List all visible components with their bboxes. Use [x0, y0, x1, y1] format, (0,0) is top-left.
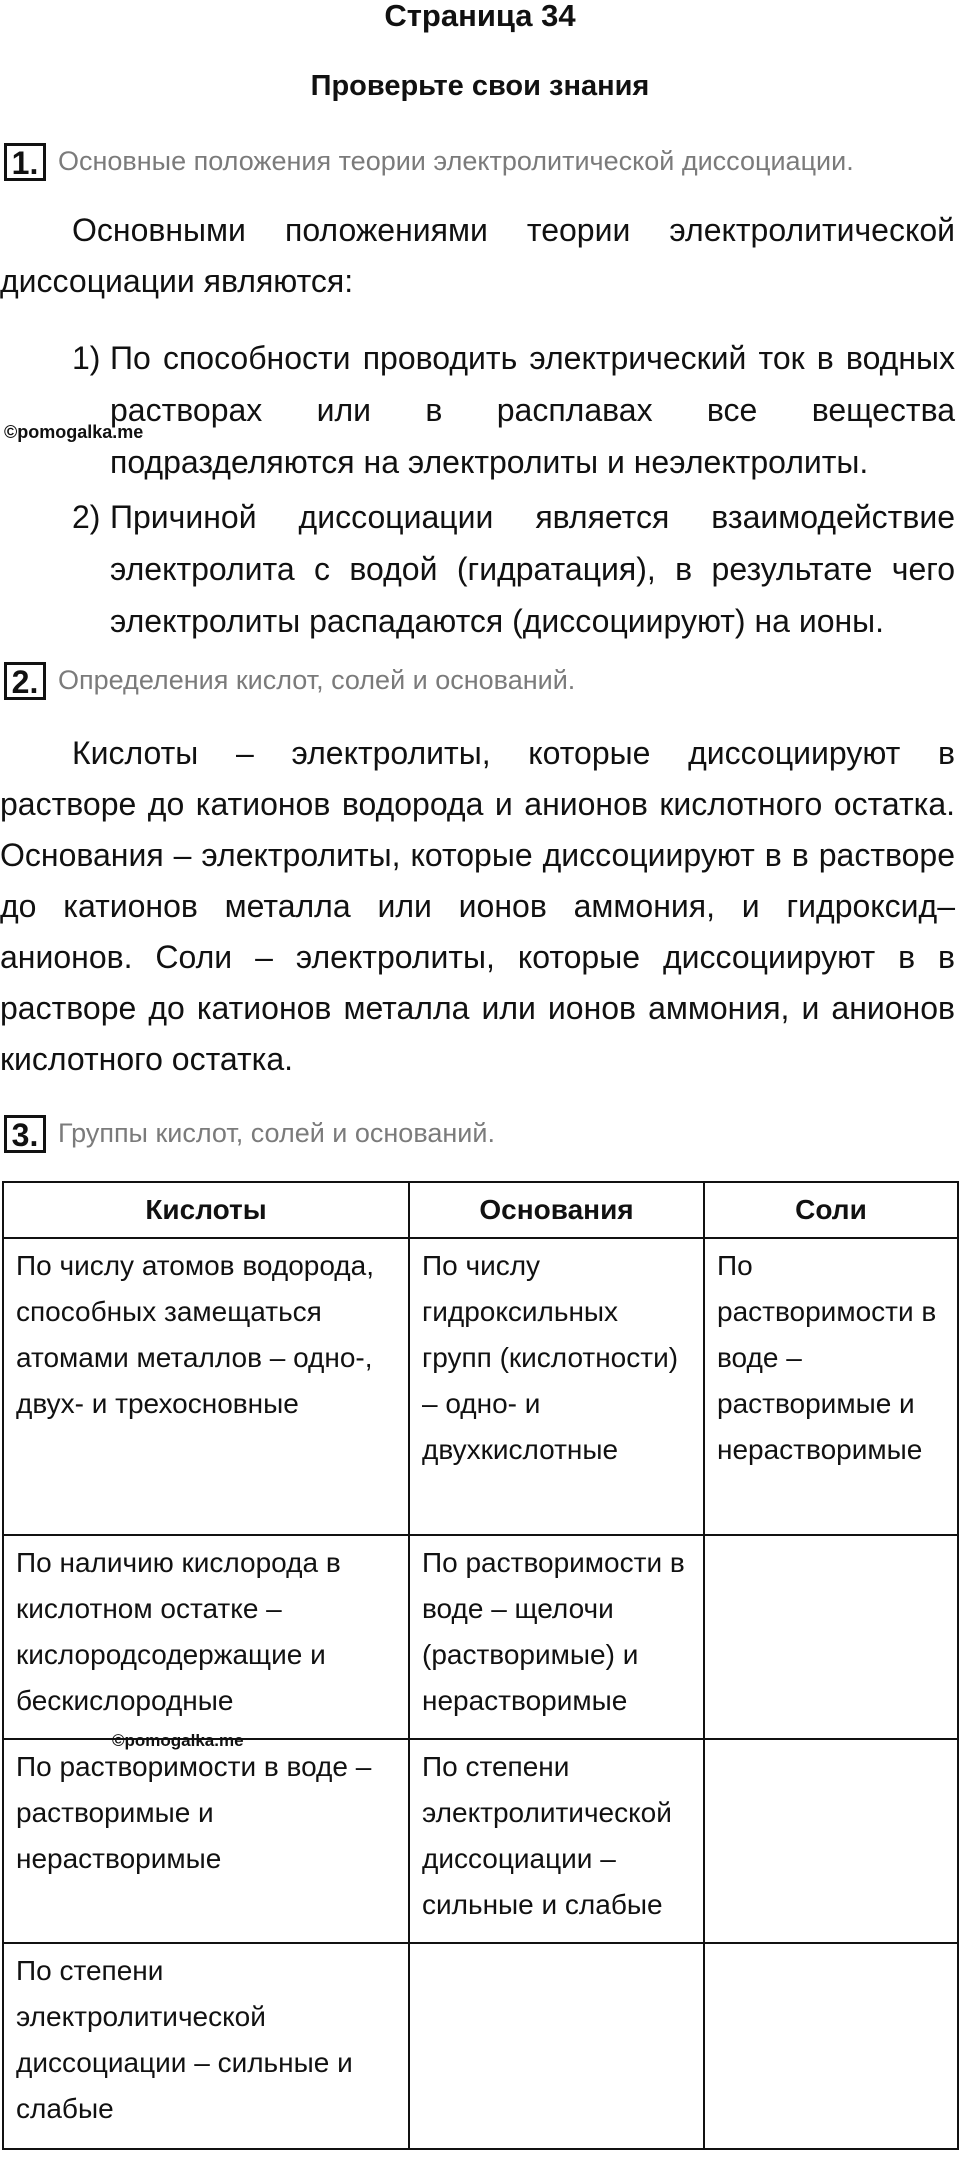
task-2-answer: Кислоты – электролиты, которые диссоциируют в растворе до катионов водорода и анионов кислотного остатка. Основания – электролиты, которые диссоциируют в в растворе до катионов металла или ионов аммония, и гидроксид–анионов. Соли – электролиты, которые диссоциируют в в растворе до катионов металла или ионов аммония, и анионов кислотного остатка.	[0, 735, 955, 1077]
task-3-header	[0, 1115, 960, 1159]
table-row	[3, 1739, 958, 1943]
task-question: Определения кислот, солей и оснований.	[58, 665, 576, 695]
list-item-text: По способности проводить электрический ток в водных растворах или в расплавах все вещества подразделяются на электролиты и неэлектролиты.	[110, 340, 955, 480]
task-number: 2.	[4, 662, 46, 700]
column-header-bases: Основания	[409, 1182, 704, 1238]
task-number: 3.	[4, 1115, 46, 1153]
task-number: 1.	[4, 143, 46, 181]
section-title: Проверьте свои знания	[310, 70, 650, 102]
table-cell: По растворимости в воде – щелочи (растворимые) и нерастворимые	[409, 1535, 704, 1739]
list-item	[72, 332, 955, 488]
watermark: ©pomogalka.me	[4, 422, 144, 442]
table-cell: По числу гидроксильных групп (кислотности) – одно- и двухкислотные	[409, 1238, 704, 1535]
page-title: Страница 34	[384, 0, 576, 33]
table-cell	[409, 1943, 704, 2149]
column-header-acids: Кислоты	[3, 1182, 409, 1238]
table-cell: По наличию кислорода в кислотном остатке – кислородсодержащие и бескислородные	[3, 1535, 409, 1739]
task-1-header	[0, 143, 960, 187]
list-item-number: 1)	[72, 340, 101, 376]
watermark: ©pomogalka.me	[112, 1731, 244, 1750]
table-cell	[704, 1943, 958, 2149]
table-cell: По растворимости в воде – растворимые и нерастворимые	[3, 1739, 409, 1943]
task-1-intro: Основными положениями теории электролитической диссоциации являются:	[0, 212, 955, 299]
table-row	[3, 1238, 958, 1535]
task-2-header	[0, 662, 960, 706]
groups-table	[2, 1181, 959, 2150]
table-cell: По растворимости в воде – растворимые и нерастворимые	[704, 1238, 958, 1535]
table-header-row	[3, 1182, 958, 1238]
task-question: Основные положения теории электролитической диссоциации.	[58, 146, 854, 176]
column-header-salts: Соли	[704, 1182, 958, 1238]
table-row	[3, 1535, 958, 1739]
table-cell: По степени электролитической диссоциации – сильные и слабые	[3, 1943, 409, 2149]
table-cell	[704, 1535, 958, 1739]
table-cell: По степени электролитической диссоциации – сильные и слабые	[409, 1739, 704, 1943]
list-item-number: 2)	[72, 499, 101, 535]
list-item-text: Причиной диссоциации является взаимодействие электролита с водой (гидратация), в результате чего электролиты распадаются (диссоциируют) на ионы.	[110, 499, 955, 639]
task-question: Группы кислот, солей и оснований.	[58, 1118, 495, 1148]
table-row	[3, 1943, 958, 2149]
table-cell	[704, 1739, 958, 1943]
list-item	[72, 491, 955, 647]
task-1-list	[72, 332, 955, 647]
table-cell: По числу атомов водорода, способных замещаться атомами металлов – одно-, двух- и трехосновные	[3, 1238, 409, 1535]
